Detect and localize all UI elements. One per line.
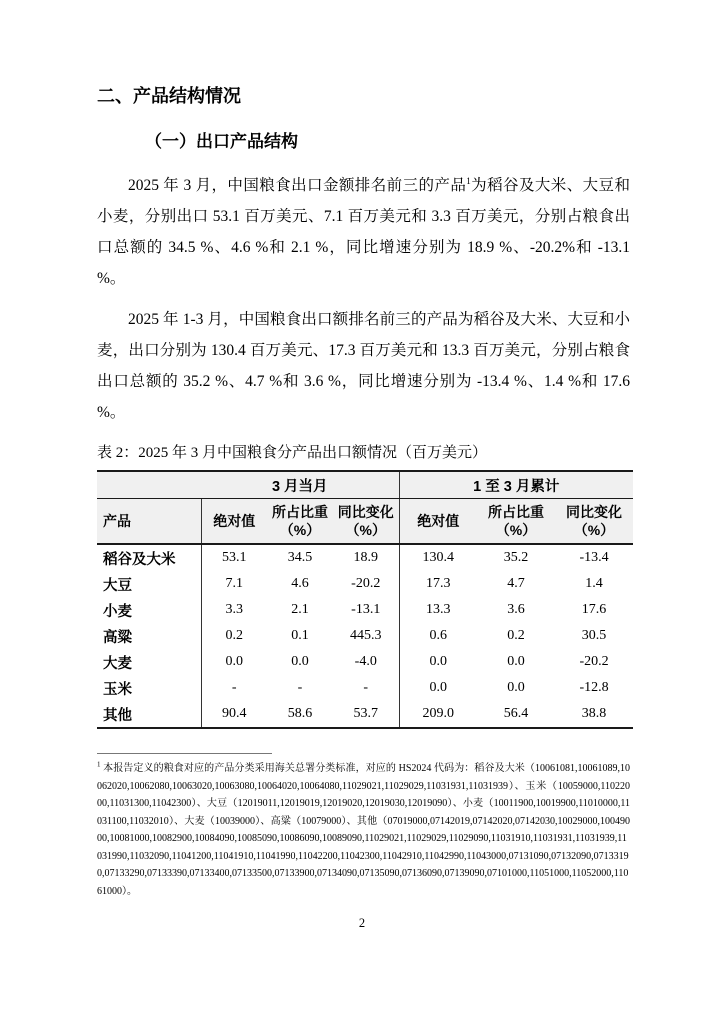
value-cell: -13.1 — [351, 602, 381, 617]
value-cell: 18.9 — [353, 550, 379, 565]
value-cell: 13.3 — [399, 597, 477, 623]
value-cell: 0.1 — [291, 628, 309, 643]
value-cell: 2.1 — [291, 602, 309, 617]
value-cell: 56.4 — [503, 706, 529, 721]
value-cell: 38.8 — [581, 706, 607, 721]
value-cell: -20.2 — [351, 576, 381, 591]
header-absolute-value-month: 绝对值 — [201, 499, 267, 545]
product-cell: 小麦 — [103, 603, 132, 620]
footnote-marker: 1 — [97, 760, 101, 769]
table-row-corn — [97, 675, 633, 701]
value-cell: 0.2 — [201, 623, 267, 649]
table-header-sub-row — [97, 499, 633, 545]
value-cell: 35.2 — [503, 550, 529, 565]
product-cell: 其他 — [103, 707, 132, 724]
paragraph-march-text-before: 2025 年 3 月，中国粮食出口金额排名前三的产品 — [128, 177, 467, 194]
footnote-reference: 1 — [466, 175, 471, 186]
value-cell: - — [297, 680, 303, 695]
export-products-table — [97, 470, 633, 729]
col-group-current-month: 3 月当月 — [201, 471, 399, 499]
header-empty-cell — [97, 471, 201, 499]
header-product: 产品 — [97, 499, 201, 545]
footnote-text: 本报告定义的粮食对应的产品分类采用海关总署分类标准，对应的 HS2024 代码为：稻谷及大米（10061081,10061089,10062020,10062080,10063020,10063080,10064020,10064080,11029021,11029029,11031931,11031939）、玉米（10059000,11022000,11031300,11042300）、大豆（12019011,12019019,12019020,12019030,12019090）、小麦（10011900,10019900,11010000,11031100,11032010）、大麦（10039000）、高粱（10079000）、其他（07019000,07142019,07142020,07142030,10029000,10049000,10081000,10082900,10084090,10085090,10086090,10089090,11029021,11029029,11029090,11031910,11031931,11031939,11031990,11032090,11041200,11041910,11041990,11042200,11042300,11042910,11042990,11043000,07131090,07132090,07133190,07133290,07133390,07133400,07133500,07133900,07134090,07135090,07136090,07139090,07101000,11051000,11052000,11061000）。 — [97, 763, 630, 897]
value-cell: 1.4 — [585, 576, 603, 591]
table-row-barley — [97, 649, 633, 675]
value-cell: 3.6 — [507, 602, 525, 617]
value-cell: 53.7 — [353, 706, 379, 721]
paragraph-march-text-after: 为稻谷及大米、大豆和小麦，分别出口 53.1 百万美元、7.1 百万美元和 3.3 百万美元，分别占粮食出口总额的 34.5 %、4.6 %和 2.1 %，同比增速分别为 18.9 %、-20.2%和 -13.1 %。 — [97, 177, 630, 287]
table-row-wheat — [97, 597, 633, 623]
value-cell: 7.1 — [201, 571, 267, 597]
value-cell: 209.0 — [399, 701, 477, 728]
value-cell: 0.0 — [399, 649, 477, 675]
product-cell: 高粱 — [103, 629, 132, 646]
col-group-cumulative: 1 至 3 月累计 — [399, 471, 633, 499]
value-cell: -12.8 — [579, 680, 609, 695]
value-cell: 130.4 — [399, 544, 477, 571]
product-cell: 大豆 — [103, 577, 132, 594]
value-cell: 17.3 — [399, 571, 477, 597]
header-yoy-cumulative: 同比变化 （%） — [555, 499, 633, 545]
value-cell: 34.5 — [287, 550, 313, 565]
value-cell: -4.0 — [354, 654, 377, 669]
value-cell: 3.3 — [201, 597, 267, 623]
table-row-rice — [97, 544, 633, 571]
value-cell: 4.7 — [507, 576, 525, 591]
value-cell: - — [363, 680, 369, 695]
subsection-heading: （一）出口产品结构 — [145, 132, 298, 151]
value-cell: 0.6 — [399, 623, 477, 649]
table-row-soybean — [97, 571, 633, 597]
value-cell: -20.2 — [579, 654, 609, 669]
footnote — [97, 760, 630, 900]
table-caption: 表 2：2025 年 3 月中国粮食分产品出口额情况（百万美元） — [97, 445, 488, 461]
value-cell: 53.1 — [201, 544, 267, 571]
value-cell: -13.4 — [579, 550, 609, 565]
value-cell: 0.0 — [201, 649, 267, 675]
value-cell: 4.6 — [291, 576, 309, 591]
footnote-separator — [97, 753, 272, 754]
value-cell: 0.0 — [399, 675, 477, 701]
value-cell: 58.6 — [287, 706, 313, 721]
header-share-month: 所占比重 （%） — [267, 499, 333, 545]
value-cell: 0.0 — [291, 654, 309, 669]
footnote-block — [97, 753, 630, 900]
paragraph-cumulative-exports: 2025 年 1-3 月，中国粮食出口额排名前三的产品为稻谷及大米、大豆和小麦，出口分别为 130.4 百万美元、17.3 百万美元和 13.3 百万美元，分别占粮食出口总额的 35.2 %、4.7 %和 3.6 %，同比增速分别为 -13.4 %、1.4 %和 17.6 %。 — [97, 311, 630, 421]
table-header-group-row — [97, 471, 633, 499]
value-cell: 0.0 — [507, 680, 525, 695]
header-yoy-month: 同比变化 （%） — [333, 499, 399, 545]
page-number: 2 — [358, 916, 366, 930]
value-cell: 445.3 — [350, 628, 382, 643]
value-cell: 0.2 — [507, 628, 525, 643]
product-cell: 大麦 — [103, 655, 132, 672]
header-absolute-value-cumulative: 绝对值 — [399, 499, 477, 545]
header-share-cumulative: 所占比重 （%） — [477, 499, 555, 545]
table-row-other — [97, 701, 633, 728]
value-cell: 30.5 — [581, 628, 607, 643]
table-row-sorghum — [97, 623, 633, 649]
product-cell: 玉米 — [103, 681, 132, 698]
value-cell: 17.6 — [581, 602, 607, 617]
value-cell: - — [201, 675, 267, 701]
section-heading: 二、产品结构情况 — [97, 86, 241, 106]
product-cell: 稻谷及大米 — [103, 551, 176, 568]
value-cell: 90.4 — [201, 701, 267, 728]
paragraph-march-exports — [97, 170, 630, 294]
value-cell: 0.0 — [507, 654, 525, 669]
